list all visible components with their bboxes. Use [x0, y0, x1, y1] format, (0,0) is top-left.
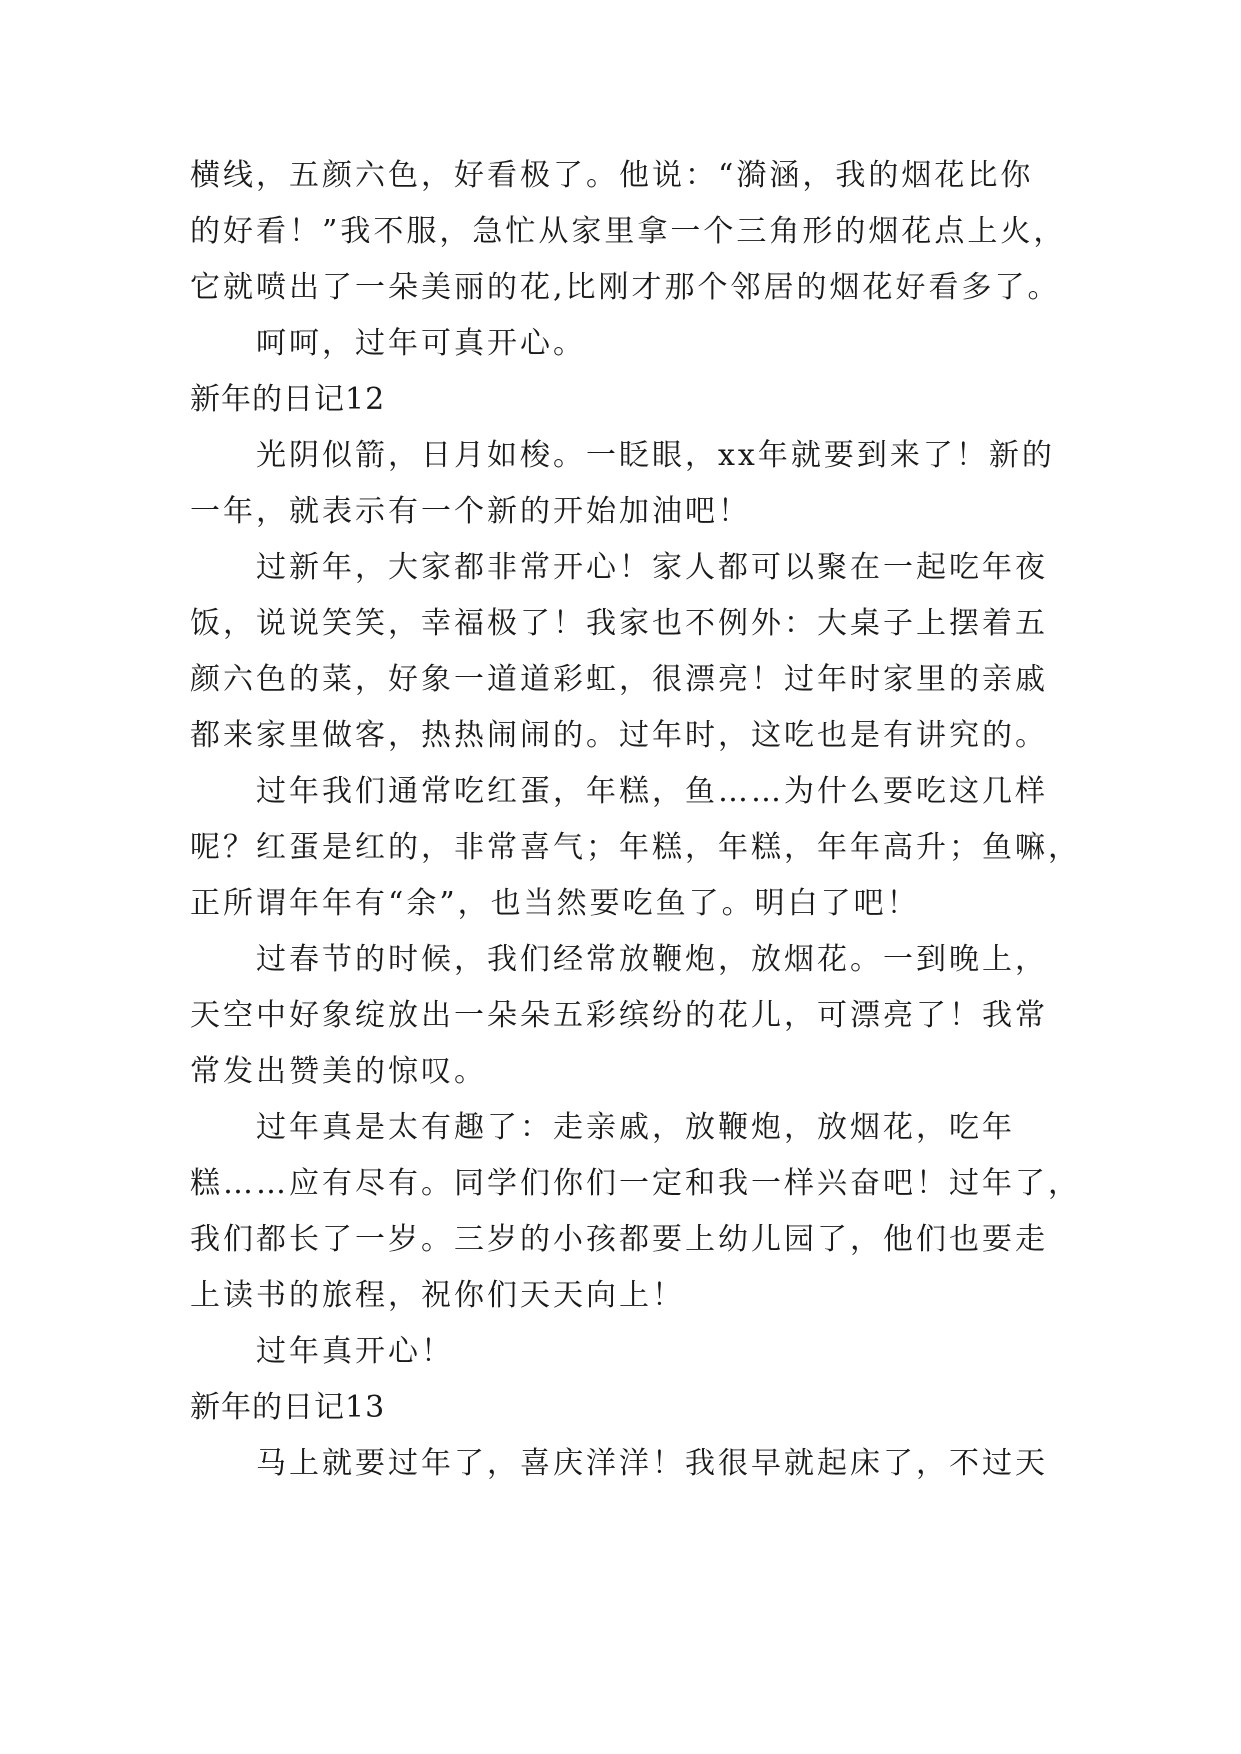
text-line: 天空中好象绽放出一朵朵五彩缤纷的花儿，可漂亮了！我常: [190, 998, 1048, 1033]
text-line: 的好看！”我不服，急忙从家里拿一个三角形的烟花点上火，: [190, 214, 1067, 249]
text-line: 糕……应有尽有。同学们你们一定和我一样兴奋吧！过年了，: [190, 1166, 1081, 1201]
text-line: 它就喷出了一朵美丽的花,比刚才那个邻居的烟花好看多了。: [190, 270, 1061, 305]
section-heading: 新年的日记12: [190, 382, 386, 417]
text-line: 过年我们通常吃红蛋，年糕，鱼……为什么要吃这几样: [256, 774, 1048, 809]
text-line: 我们都长了一岁。三岁的小孩都要上幼儿园了，他们也要走: [190, 1222, 1048, 1257]
section-heading: 新年的日记13: [190, 1390, 386, 1425]
text-line: 横线，五颜六色，好看极了。他说：“漪涵，我的烟花比你: [190, 158, 1034, 193]
text-line: 上读书的旅程，祝你们天天向上！: [190, 1278, 685, 1313]
text-line: 一年，就表示有一个新的开始加油吧！: [190, 494, 751, 529]
text-line: 过新年，大家都非常开心！家人都可以聚在一起吃年夜: [256, 550, 1048, 585]
text-line: 常发出赞美的惊叹。: [190, 1054, 487, 1089]
text-line: 颜六色的菜，好象一道道彩虹，很漂亮！过年时家里的亲戚: [190, 662, 1048, 697]
text-line: 马上就要过年了，喜庆洋洋！我很早就起床了，不过天: [256, 1446, 1048, 1481]
text-line: 过年真开心！: [256, 1334, 454, 1369]
text-line: 过年真是太有趣了：走亲戚，放鞭炮，放烟花，吃年: [256, 1110, 1015, 1145]
text-line: 正所谓年年有“余”，也当然要吃鱼了。明白了吧！: [190, 886, 920, 921]
text-line: 呵呵，过年可真开心。: [256, 326, 586, 361]
text-line: 呢？红蛋是红的，非常喜气；年糕，年糕，年年高升；鱼嘛，: [190, 830, 1081, 865]
text-line: 光阴似箭，日月如梭。一眨眼，xx年就要到来了！新的: [256, 438, 1055, 473]
text-line: 饭，说说笑笑，幸福极了！我家也不例外：大桌子上摆着五: [190, 606, 1048, 641]
text-line: 过春节的时候，我们经常放鞭炮，放烟花。一到晚上，: [256, 942, 1048, 977]
text-line: 都来家里做客，热热闹闹的。过年时，这吃也是有讲究的。: [190, 718, 1048, 753]
